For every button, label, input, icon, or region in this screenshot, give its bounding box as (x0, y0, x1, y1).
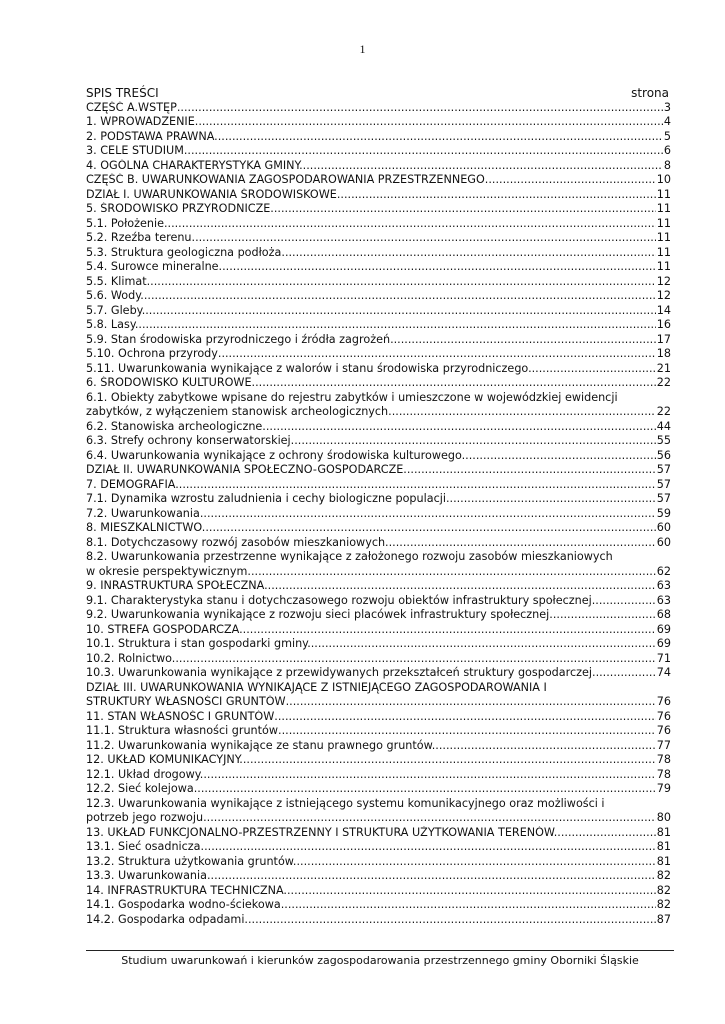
toc-entry[interactable] (86, 420, 671, 435)
toc-entry[interactable] (86, 304, 671, 319)
toc-entry[interactable] (86, 159, 671, 174)
dot-leader (205, 521, 655, 536)
toc-entry-page: 11 (656, 187, 671, 201)
toc-entry[interactable] (86, 521, 671, 536)
toc-entry[interactable] (86, 260, 671, 275)
toc-entry[interactable] (86, 173, 671, 188)
toc-title: SPIS TREŚCI (86, 86, 159, 100)
dot-leader (286, 695, 656, 710)
toc-entry-title: 6.2. Stanowiska archeologiczne. (86, 419, 266, 433)
toc-entry[interactable] (86, 376, 671, 391)
toc-entry-title-first-line: 8.2. Uwarunkowania przestrzenne wynikające z założonego rozwoju zasobów mieszkaniowych (86, 550, 613, 563)
dot-leader (248, 913, 656, 928)
toc-entry-page: 57 (656, 477, 671, 491)
toc-entry-line (86, 594, 671, 609)
toc-entry-title: 5.1. Położenie. (86, 216, 168, 230)
toc-entry-page: 12 (656, 274, 671, 288)
toc-entry-title: CZĘŚĆ B. UWARUNKOWANIA ZAGOSPODAROWANIA PRZESTRZENNEGO (86, 173, 485, 186)
toc-entry-page: 22 (656, 376, 671, 389)
dot-leader (296, 855, 655, 870)
toc-entry[interactable] (86, 536, 671, 551)
toc-entry-line (86, 710, 671, 725)
toc-entry[interactable] (86, 884, 671, 899)
dot-leader (311, 637, 656, 652)
toc-entry[interactable] (86, 362, 671, 377)
toc-entry[interactable] (86, 275, 671, 290)
dot-leader (145, 304, 656, 319)
toc-entry-title: 14. INFRASTRUKTURA TECHNICZNA. (86, 883, 287, 897)
toc-entry-title: 9.2. Uwarunkowania wynikające z rozwoju sieci placówek infrastruktury społecznej. (86, 608, 553, 621)
toc-entry-title: zabytków, z wyłączeniem stanowisk archeologicznych. (86, 405, 392, 418)
dot-leader (268, 579, 656, 594)
toc-entry-page: 11 (656, 216, 671, 230)
dot-leader (557, 826, 655, 841)
toc-entry-line (86, 318, 671, 333)
toc-entry-page: 81 (656, 840, 671, 853)
toc-entry-line (86, 565, 671, 580)
dot-leader (218, 130, 663, 145)
dot-leader (204, 840, 656, 855)
toc-entry-page: 76 (656, 695, 671, 708)
dot-leader (266, 420, 656, 435)
toc-entry-title: 5.2. Rzeźba terenu. (86, 231, 196, 244)
toc-entry-line (86, 608, 671, 623)
toc-entry-page: 4 (663, 115, 671, 128)
toc-entry-line (86, 144, 671, 159)
dot-leader (243, 623, 656, 638)
footer-rule (86, 950, 674, 951)
toc-entry-title: w okresie perspektywicznym. (86, 564, 251, 578)
toc-entry[interactable] (86, 681, 671, 710)
dot-leader (274, 202, 656, 217)
toc-entry-title: 4. OGÓLNA CHARAKTERYSTYKA GMINY. (86, 158, 303, 172)
toc-entry-page: 12 (656, 289, 671, 302)
toc-entry-title: 13.1. Sieć osadnicza. (86, 840, 205, 853)
dot-leader (203, 507, 655, 522)
dot-leader (207, 811, 656, 826)
toc-entry-title: 14.1. Gospodarka wodno-ściekowa. (86, 898, 285, 911)
toc-entry[interactable] (86, 594, 671, 609)
dot-leader (596, 666, 656, 681)
dot-leader (195, 231, 656, 246)
toc-entry-title: 10. STREFA GOSPODARCZA. (86, 622, 243, 636)
toc-entry-page: 55 (656, 434, 671, 447)
toc-entry-page: 56 (656, 448, 671, 462)
toc-entry-line (86, 115, 671, 130)
toc-entry-title: 11. STAN WŁASNOŚC I GRUNTÓW (86, 709, 275, 723)
toc-entry-line (86, 289, 671, 304)
dot-leader (390, 333, 656, 348)
toc-entry[interactable] (86, 333, 671, 348)
toc-entry-page: 76 (656, 724, 671, 737)
toc-entry-page: 11 (656, 231, 671, 244)
toc-entry-page: 17 (656, 332, 671, 346)
toc-entry-page: 5 (663, 129, 671, 143)
toc-header (86, 86, 671, 101)
dot-leader (435, 739, 655, 754)
toc-entry[interactable] (86, 826, 671, 841)
toc-entry-line (86, 579, 671, 594)
toc-entry-title: 5.10. Ochrona przyrody (86, 347, 218, 360)
toc-entry[interactable] (86, 855, 671, 870)
dot-leader (553, 608, 656, 623)
toc-entry[interactable] (86, 318, 671, 333)
toc-entry[interactable] (86, 608, 671, 623)
toc-entry-line (86, 478, 671, 493)
toc-entry[interactable] (86, 449, 671, 464)
footer-text: Studium uwarunkowań i kierunków zagospodarowania przestrzennego gminy Oborniki Śląskie (121, 954, 639, 967)
toc-entry[interactable] (86, 768, 671, 783)
toc-entry-page: 78 (656, 753, 671, 766)
toc-entry-title: 5.3. Struktura geologiczna podłoża. (86, 245, 285, 259)
toc-entry-title: 7. DEMOGRAFIA. (86, 477, 179, 491)
toc-entry[interactable] (86, 579, 671, 594)
toc-entry-title: 9.1. Charakterystyka stanu i dotychczasowego rozwoju obiektów infrastruktury społecznej. (86, 593, 596, 607)
toc-entry-title: 5.7. Gleby. (86, 303, 146, 317)
toc-entry-title: potrzeb jego rozwoju. (86, 811, 207, 824)
dot-leader (389, 536, 656, 551)
toc-entry-title: 5.5. Klimat. (86, 274, 151, 288)
toc-entry-line (86, 420, 671, 435)
toc-entry-line (86, 333, 671, 348)
toc-entry-title: 5.8. Lasy. (86, 318, 139, 331)
toc-entry-line (86, 869, 671, 884)
dot-leader (274, 710, 655, 725)
toc-entry[interactable] (86, 898, 671, 913)
toc-entry-title-first-line: DZIAŁ III. UWARUNKOWANIA WYNIKAJĄCE Z ISTNIEJĄCEGO ZAGOSPODAROWANIA I (86, 680, 547, 694)
toc-entry-page: 77 (656, 738, 671, 752)
toc-entry-title: 5.11. Uwarunkowania wynikające z walorów i stanu środowiska przyrodniczego. (86, 361, 532, 375)
toc-entry-page: 11 (656, 245, 671, 259)
toc-entry[interactable] (86, 130, 671, 145)
toc-entry[interactable] (86, 101, 671, 116)
toc-entry-page: 76 (656, 709, 671, 723)
dot-leader (303, 159, 663, 174)
dot-leader (337, 188, 656, 203)
toc-entry-page: 18 (656, 347, 671, 360)
dot-leader (197, 782, 655, 797)
toc-entry[interactable] (86, 391, 671, 420)
toc-entry-line (86, 449, 671, 464)
toc-entry-title: 10.2. Rolnictwo. (86, 651, 176, 665)
toc-entry-line (86, 855, 671, 870)
toc-entry-title: 1. WPROWADZENIE. (86, 115, 199, 128)
dot-leader (294, 434, 656, 449)
toc-entry-line (86, 782, 671, 797)
toc-entry-line (86, 130, 671, 145)
dot-leader (218, 347, 656, 362)
toc-entry-title: 6.3. Strefy ochrony konserwatorskiej. (86, 434, 295, 447)
toc-entry-line (86, 739, 671, 754)
toc-entry-page: 44 (656, 419, 671, 433)
toc-entry-page: 81 (656, 854, 671, 868)
toc-entry[interactable] (86, 550, 671, 579)
toc-entry-line (86, 231, 671, 246)
toc-entry[interactable] (86, 463, 671, 478)
toc-entry-page: 6 (663, 144, 671, 157)
toc-entry-title: 5.9. Stan środowiska przyrodniczego i źródła zagrożeń (86, 332, 391, 346)
toc-entry[interactable] (86, 666, 671, 681)
toc-entry-page: 69 (656, 637, 671, 650)
toc-entry-line (86, 173, 671, 188)
toc-entry-title: DZIAŁ II. UWARUNKOWANIA SPOŁECZNO-GOSPODARCZE (86, 463, 404, 476)
dot-leader (255, 376, 656, 391)
toc-entry[interactable] (86, 115, 671, 130)
toc-entry-line (86, 362, 671, 377)
toc-entry-line (86, 463, 671, 478)
toc-entry-line (86, 101, 671, 116)
toc-entry-line (86, 898, 671, 913)
toc-entry-title: 5. ŚRODOWISKO PRZYRODNICZE. (86, 202, 274, 215)
toc-entry-page: 82 (656, 883, 671, 897)
toc-entry-page: 10 (656, 173, 671, 186)
toc-entry-title: 5.4. Surowce mineralne. (86, 260, 223, 273)
toc-entry-page: 68 (656, 608, 671, 621)
toc-entry-title: 7.2. Uwarunkowania. (86, 506, 204, 520)
dot-leader (179, 478, 656, 493)
toc-entry[interactable] (86, 840, 671, 855)
toc-entry-page: 57 (656, 463, 671, 476)
toc-entries (86, 101, 671, 928)
toc-entry-title: 14.2. Gospodarka odpadami. (86, 912, 248, 926)
toc-entry-title: 12.2. Sieć kolejowa. (86, 782, 198, 795)
toc-entry[interactable] (86, 246, 671, 261)
toc-entry-line (86, 840, 671, 855)
toc-entry-title: 9. INRASTRUKTURA SPOŁECZNA. (86, 579, 268, 592)
dot-leader (175, 652, 655, 667)
toc-entry-line (86, 623, 671, 638)
toc-entry[interactable] (86, 869, 671, 884)
toc-entry-page: 81 (656, 825, 671, 839)
toc-entry[interactable] (86, 913, 671, 928)
toc-entry-title: 12.1. Układ drogowy. (86, 767, 204, 781)
dot-leader (168, 217, 656, 232)
toc-entry-title: 6.4. Uwarunkowania wynikające z ochrony środowiska kulturowego. (86, 448, 466, 462)
toc-entry-line (86, 637, 671, 652)
toc-entry-line (86, 217, 671, 232)
toc-entry[interactable] (86, 724, 671, 739)
toc-entry-page: 82 (656, 869, 671, 882)
toc-entry-line (86, 492, 671, 507)
dot-leader (251, 565, 656, 580)
dot-leader (532, 362, 656, 377)
toc-entry[interactable] (86, 710, 671, 725)
toc-entry-title: 5.6. Wody. (86, 289, 144, 302)
toc-entry-line (86, 826, 671, 841)
dot-leader (198, 115, 663, 130)
toc-entry-page: 59 (656, 506, 671, 520)
toc-entry-page: 62 (656, 564, 671, 578)
toc-entry-page: 79 (656, 782, 671, 795)
toc-entry-line (86, 434, 671, 449)
toc-entry-title: 11.2. Uwarunkowania wynikające ze stanu prawnego gruntów. (86, 738, 436, 752)
toc-entry-title: 11.1. Struktura własności gruntów (86, 724, 279, 737)
toc-entry-line (86, 202, 671, 217)
toc-entry-page: 74 (656, 666, 671, 679)
dot-leader (285, 246, 656, 261)
toc-entry-line (86, 724, 671, 739)
toc-entry-line (86, 536, 671, 551)
toc-entry-page: 14 (656, 303, 671, 317)
toc-entry-page: 11 (656, 260, 671, 273)
toc-entry-page: 22 (656, 405, 671, 418)
toc-entry[interactable] (86, 753, 671, 768)
toc-entry-line (86, 376, 671, 391)
toc-entry-page: 63 (656, 579, 671, 592)
dot-leader (485, 173, 656, 188)
dot-leader (187, 144, 662, 159)
toc-entry-title-first-line: 6.1. Obiekty zabytkowe wpisane do rejestru zabytków i umieszczone w wojewódzkiej ewidencji (86, 390, 618, 404)
dot-leader (595, 594, 655, 609)
toc-entry[interactable] (86, 202, 671, 217)
toc-entry-title: 8.1. Dotychczasowy rozwój zasobów mieszkaniowych. (86, 535, 389, 549)
toc-entry[interactable] (86, 782, 671, 797)
page-number: 1 (359, 42, 366, 56)
dot-leader (287, 884, 656, 899)
toc-entry-line (86, 884, 671, 899)
toc-entry[interactable] (86, 623, 671, 638)
toc-entry-line (86, 521, 671, 536)
toc-entry[interactable] (86, 739, 671, 754)
toc-entry-page: 60 (656, 521, 671, 534)
toc-entry-title: DZIAŁ I. UWARUNKOWANIA ŚRODOWISKOWE (86, 187, 337, 201)
toc-entry[interactable] (86, 231, 671, 246)
toc-entry-title: STRUKTURY WŁASNOŚCI GRUNTÓW (86, 695, 286, 708)
dot-leader (243, 753, 656, 768)
dot-leader (138, 318, 655, 333)
dot-leader (211, 869, 656, 884)
toc-entry[interactable] (86, 797, 671, 826)
toc-entry-line (86, 275, 671, 290)
toc-entry-line (86, 188, 671, 203)
toc-entry-line (86, 695, 671, 710)
toc-entry-line (86, 811, 671, 826)
toc-entry[interactable] (86, 652, 671, 667)
toc-entry[interactable] (86, 347, 671, 362)
toc-entry-line (86, 666, 671, 681)
toc-entry-line (86, 768, 671, 783)
toc-entry-title: 13. UKŁAD FUNKCJONALNO-PRZESTRZENNY I STRUKTURA UŻYTKOWANIA TERENÓW. (86, 825, 558, 839)
dot-leader (144, 289, 656, 304)
dot-leader (403, 463, 655, 478)
toc-entry-page: 82 (656, 898, 671, 911)
toc-entry-page: 8 (663, 158, 671, 172)
toc-entry[interactable] (86, 637, 671, 652)
toc-entry-page: 63 (656, 593, 671, 607)
toc-entry-page: 87 (656, 912, 671, 926)
toc-entry-title: 7.1. Dynamika wzrostu zaludnienia i cechy biologiczne populacji. (86, 492, 450, 505)
toc-entry-title: 2. PODSTAWA PRAWNA. (86, 129, 218, 143)
dot-leader (284, 898, 655, 913)
toc-entry-page: 80 (656, 811, 671, 824)
toc-entry-page: 71 (656, 651, 671, 665)
dot-leader (392, 405, 656, 420)
toc-entry-page: 16 (656, 318, 671, 331)
toc-entry[interactable] (86, 492, 671, 507)
toc-entry-title: 12. UKŁAD KOMUNIKACYJNY. (86, 753, 243, 766)
toc-entry-page: 21 (656, 361, 671, 375)
toc-entry-line (86, 246, 671, 261)
table-of-contents (86, 86, 671, 927)
toc-entry-title: CZĘŚĆ A.WSTĘP (86, 100, 177, 114)
toc-entry-line (86, 652, 671, 667)
toc-entry-page: 69 (656, 622, 671, 636)
toc-entry[interactable] (86, 144, 671, 159)
toc-entry-page: 78 (656, 767, 671, 781)
toc-entry-line (86, 304, 671, 319)
toc-entry-line (86, 507, 671, 522)
toc-entry-page: 60 (656, 535, 671, 549)
toc-entry-page: 3 (663, 100, 671, 114)
toc-entry-page: 11 (656, 202, 671, 215)
toc-entry-line (86, 260, 671, 275)
toc-entry-title: 13.2. Struktura użytkowania gruntów. (86, 854, 297, 868)
dot-leader (177, 101, 663, 116)
toc-entry-title: 6. ŚRODOWISKO KULTUROWE. (86, 376, 256, 389)
toc-entry[interactable] (86, 507, 671, 522)
dot-leader (222, 260, 656, 275)
toc-entry[interactable] (86, 434, 671, 449)
dot-leader (278, 724, 656, 739)
dot-leader (150, 275, 656, 290)
dot-leader (465, 449, 656, 464)
toc-entry[interactable] (86, 478, 671, 493)
toc-entry-line (86, 159, 671, 174)
toc-entry[interactable] (86, 289, 671, 304)
dot-leader (450, 492, 656, 507)
toc-entry[interactable] (86, 217, 671, 232)
toc-entry-line (86, 913, 671, 928)
toc-entry-line (86, 405, 671, 420)
toc-entry-title: 8. MIESZKALNICTWO. (86, 521, 206, 534)
toc-entry-title: 13.3. Uwarunkowania. (86, 869, 211, 882)
dot-leader (203, 768, 655, 783)
toc-entry-line (86, 753, 671, 768)
toc-entry-line (86, 347, 671, 362)
page-column-label: strona (631, 86, 669, 100)
toc-entry-title: 10.1. Struktura i stan gospodarki gminy. (86, 637, 311, 650)
toc-entry-title-first-line: 12.3. Uwarunkowania wynikające z istniejącego systemu komunikacyjnego oraz możliwości i (86, 796, 605, 810)
toc-entry-title: 3. CELE STUDIUM. (86, 144, 188, 157)
toc-entry-page: 57 (656, 492, 671, 505)
toc-entry-title: 10.3. Uwarunkowania wynikające z przewidywanych przekształceń struktury gospodarczej. (86, 666, 596, 679)
toc-entry[interactable] (86, 188, 671, 203)
